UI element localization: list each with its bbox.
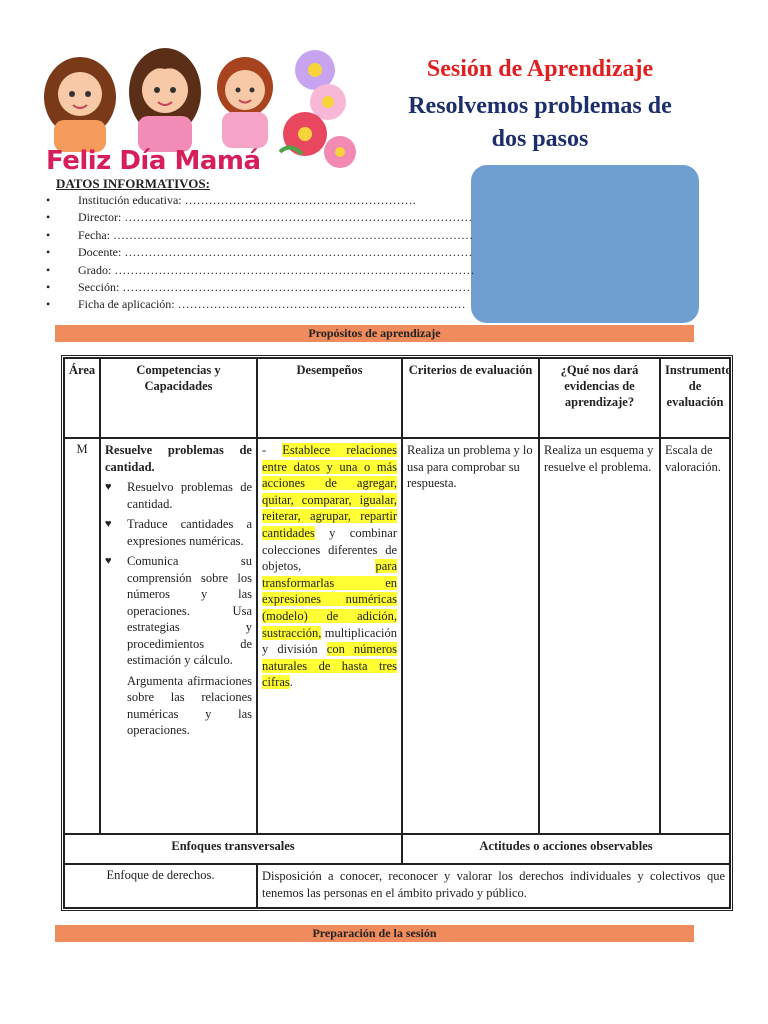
capacidad-item: ♥ Traduce cantidades a expresiones numéricas.: [105, 517, 252, 548]
header-area: Área: [64, 358, 100, 438]
header-criterios: Criterios de evaluación: [402, 358, 539, 438]
session-title: Sesión de Aprendizaje: [426, 56, 654, 82]
header-enfoques: Enfoques transversales: [64, 834, 402, 864]
enfoques-row: [64, 864, 730, 908]
desempeno-highlight-2: para transformarlas en expresiones numéricas (modelo) de adición, sustracción,: [262, 559, 397, 640]
cell-desempenos: [257, 438, 402, 834]
heart-bullet-icon: ♥: [105, 518, 112, 531]
datos-item: • Institución educativa: ………………………………………………….: [46, 192, 498, 209]
cell-area: M: [64, 438, 100, 834]
heart-bullet-icon: ♥: [105, 555, 112, 568]
cell-competencias: [100, 438, 257, 834]
subtitle-line-1: Resolvemos problemas de: [408, 93, 672, 119]
datos-item: • Ficha de aplicación: ………………………………………………………………: [46, 296, 498, 313]
cell-enfoque: Enfoque de derechos.: [64, 864, 257, 908]
capacidad-item: ♥ Resuelvo problemas de cantidad.: [105, 480, 252, 511]
session-subtitle: [370, 90, 710, 156]
desempeno-highlight-3: con números naturales de hasta tres cifras: [262, 642, 397, 690]
competencia-title: Resuelve problemas de cantidad.: [105, 443, 252, 474]
capacidades-list: [105, 479, 252, 739]
preparacion-bar: Preparación de la sesión: [55, 925, 694, 942]
mothers-day-banner: [40, 42, 360, 182]
header-desempenos: Desempeños: [257, 358, 402, 438]
datos-informativos-title: DATOS INFORMATIVOS:: [56, 176, 210, 191]
banner-text: Feliz Día Mamá: [46, 146, 261, 176]
table-header-row: [64, 358, 730, 438]
enfoques-header-row: [64, 834, 730, 864]
cell-actitud: Disposición a conocer, reconocer y valorar los derechos individuales y colectivos que tenemos las personas en el ámbito privado y público.: [257, 864, 730, 908]
header-evidencias: ¿Qué nos dará evidencias de aprendizaje?: [539, 358, 660, 438]
cell-criterios: Realiza un problema y lo usa para comprobar su respuesta.: [402, 438, 539, 834]
heart-bullet-icon: ♥: [105, 481, 112, 494]
datos-item: • Docente: ……………………………………………………………………………: [46, 244, 498, 261]
capacidad-item: ♥ Comunica su comprensión sobre los números y las operaciones. Usa estrategias y procedimientos de estimación y cálculo.: [105, 554, 252, 668]
desempeno-text-2: multiplicación y división: [262, 625, 397, 657]
datos-item: • Fecha: ………………………………………………………………………………: [46, 227, 498, 244]
learning-purposes-table: [61, 355, 733, 911]
blue-placeholder-box: [471, 165, 699, 323]
datos-item: • Director: ……………………………………………………………………………: [46, 209, 498, 226]
subtitle-line-2: dos pasos: [491, 126, 589, 152]
datos-item: • Grado: ………………………………………………………………………………: [46, 262, 498, 279]
header-instrumento: Instrumento de evaluación: [660, 358, 730, 438]
desempeno-dash: -: [262, 443, 283, 457]
cell-evidencias: Realiza un esquema y resuelve el problema.: [539, 438, 660, 834]
desempeno-text-1: y combinar colecciones diferentes de objetos,: [262, 525, 397, 574]
header-competencias: Competencias y Capacidades: [100, 358, 257, 438]
datos-informativos-list: [46, 192, 498, 314]
header-actitudes: Actitudes o acciones observables: [402, 834, 730, 864]
datos-item: • Sección: ……………………………………………………………………………: [46, 279, 498, 296]
capacidad-item-extra: Argumenta afirmaciones sobre las relaciones numéricas y las operaciones.: [127, 673, 252, 738]
table-row: [64, 438, 730, 834]
cell-instrumento: Escala de valoración.: [660, 438, 730, 834]
propositos-bar: Propósitos de aprendizaje: [55, 325, 694, 342]
desempeno-highlight-1: Establece relaciones entre datos y una o más acciones de agregar, quitar, comparar, igualar, reiterar, agrupar, repartir cantidades: [262, 443, 397, 540]
desempeno-end: .: [289, 675, 293, 690]
